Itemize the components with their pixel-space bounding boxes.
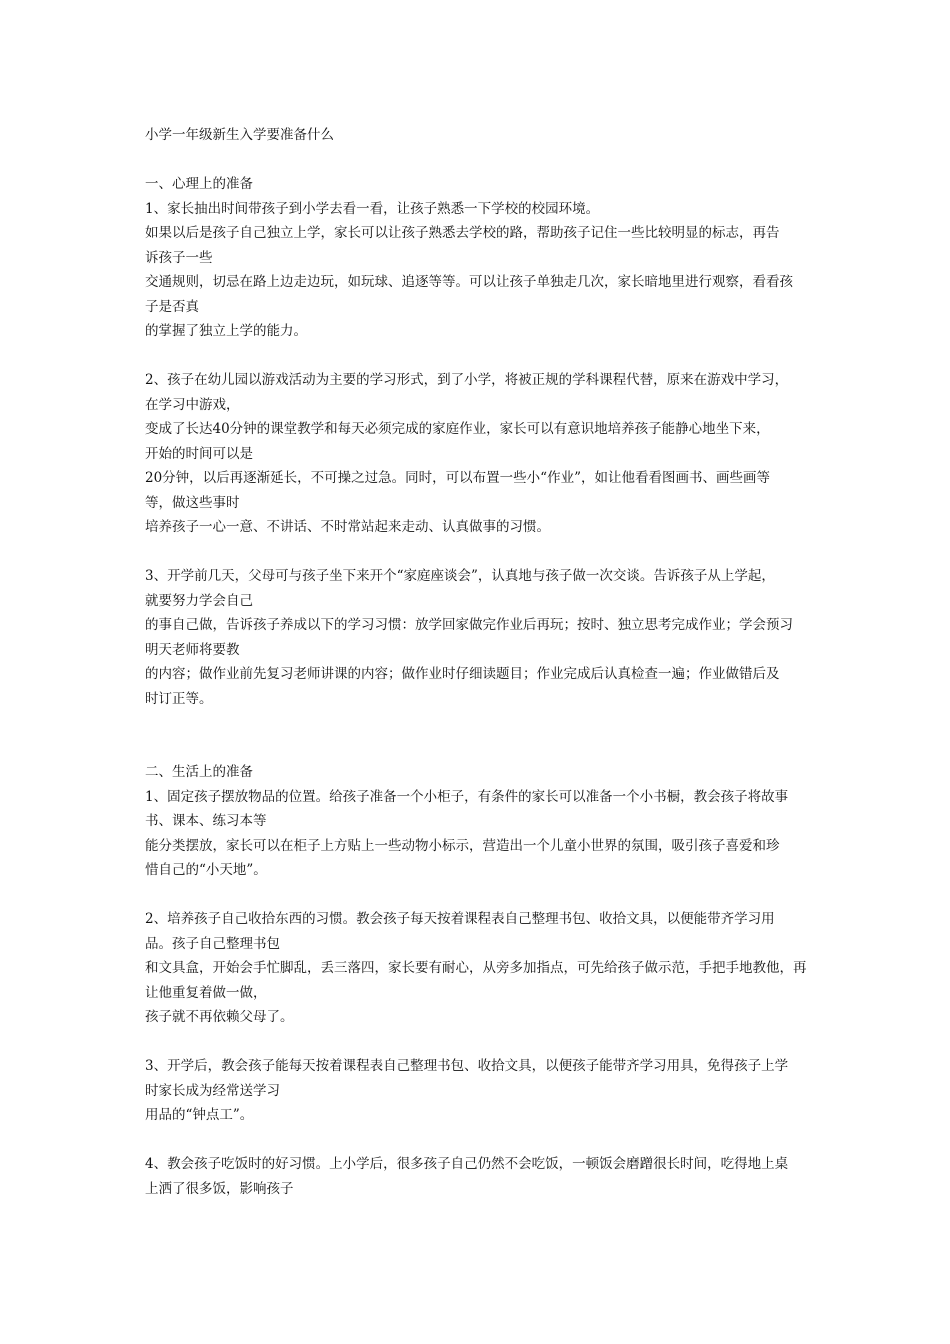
text-line: 3、开学前几天，父母可与孩子坐下来开个“家庭座谈会”，认真地与孩子做一次交谈。告诉孩子从上学起， xyxy=(145,568,775,584)
spacer xyxy=(145,711,815,760)
document-title: 小学一年级新生入学要准备什么 xyxy=(145,127,334,143)
text-line: 就要努力学会自己 xyxy=(145,592,253,609)
text-line: 在学习中游戏， xyxy=(145,396,240,413)
spacer xyxy=(145,148,815,173)
paragraph-psych-3 xyxy=(145,564,815,711)
text-line: 1、固定孩子摆放物品的位置。给孩子准备一个小柜子，有条件的家长可以准备一个小书橱，教会孩子将故事 xyxy=(145,788,789,805)
text-line: 2、孩子在幼儿园以游戏活动为主要的学习形式，到了小学，将被正规的学科课程代替，原来在游戏中学习， xyxy=(145,372,789,388)
spacer xyxy=(145,540,815,565)
paragraph-life-4 xyxy=(145,1152,815,1201)
text-line: 3、开学后，教会孩子能每天按着课程表自己整理书包、收拾文具，以便孩子能带齐学习用具，免得孩子上学 xyxy=(145,1058,789,1074)
text-line: 如果以后是孩子自己独立上学，家长可以让孩子熟悉去学校的路，帮助孩子记住一些比较明显的标志，再告 xyxy=(145,225,780,241)
text-line: 用品的“钟点工”。 xyxy=(145,1107,254,1123)
text-line: 的掌握了独立上学的能力。 xyxy=(145,323,307,339)
text-line: 培养孩子一心一意、不讲话、不时常站起来走动、认真做事的习惯。 xyxy=(145,519,550,535)
text-line: 2、培养孩子自己收拾东西的习惯。教会孩子每天按着课程表自己整理书包、收拾文具，以便能带齐学习用 xyxy=(145,911,775,927)
text-line: 书、课本、练习本等 xyxy=(145,813,267,829)
document-body xyxy=(145,123,815,1201)
text-line: 孩子就不再依赖父母了。 xyxy=(145,1009,294,1025)
spacer xyxy=(145,344,815,369)
paragraph-life-1 xyxy=(145,785,815,883)
spacer xyxy=(145,883,815,908)
spacer xyxy=(145,1030,815,1055)
text-line: 子是否真 xyxy=(145,298,199,315)
section-heading-daily-life: 二、生活上的准备 xyxy=(145,764,253,780)
text-line: 开始的时间可以是 xyxy=(145,445,253,462)
text-line: 1、家长抽出时间带孩子到小学去看一看，让孩子熟悉一下学校的校园环境。 xyxy=(145,200,600,217)
paragraph-life-3 xyxy=(145,1054,815,1128)
text-line: 诉孩子一些 xyxy=(145,249,213,266)
text-line: 时家长成为经常送学习 xyxy=(145,1082,280,1099)
text-line: 交通规则，切忌在路上边走边玩，如玩球、追逐等等。可以让孩子单独走几次，家长暗地里进行观察，看看孩 xyxy=(145,274,793,290)
text-line: 的事自己做，告诉孩子养成以下的学习习惯：放学回家做完作业后再玩；按时、独立思考完成作业；学会预习 xyxy=(145,617,793,633)
text-line: 明天老师将要教 xyxy=(145,641,240,658)
text-line: 上洒了很多饭，影响孩子 xyxy=(145,1180,294,1197)
text-line: 变成了长达40分钟的课堂教学和每天必须完成的家庭作业，家长可以有意识地培养孩子能静心地坐下来， xyxy=(145,421,770,437)
text-line: 品。孩子自己整理书包 xyxy=(145,935,280,952)
text-line: 等，做这些事时 xyxy=(145,494,240,511)
text-line: 4、教会孩子吃饭时的好习惯。上小学后，很多孩子自己仍然不会吃饭，一顿饭会磨蹭很长时间，吃得地上桌 xyxy=(145,1156,789,1172)
text-line: 让他重复着做一做， xyxy=(145,984,267,1001)
paragraph-psych-2 xyxy=(145,368,815,540)
text-line: 能分类摆放，家长可以在柜子上方贴上一些动物小标示，营造出一个儿童小世界的氛围，吸引孩子喜爱和珍 xyxy=(145,837,780,854)
spacer xyxy=(145,1128,815,1153)
section-heading-psychological: 一、心理上的准备 xyxy=(145,176,253,192)
text-line: 的内容；做作业前先复习老师讲课的内容；做作业时仔细读题目；作业完成后认真检查一遍；作业做错后及 xyxy=(145,666,780,682)
paragraph-life-2 xyxy=(145,907,815,1030)
text-line: 20分钟，以后再逐渐延长，不可操之过急。同时，可以布置一些小“作业”，如让他看看图画书、画些画等 xyxy=(145,470,770,486)
paragraph-psych-1 xyxy=(145,197,815,344)
text-line: 和文具盒，开始会手忙脚乱，丢三落四，家长要有耐心，从旁多加指点，可先给孩子做示范，手把手地教他，再 xyxy=(145,960,807,976)
text-line: 惜自己的“小天地”。 xyxy=(145,862,267,878)
text-line: 时订正等。 xyxy=(145,690,213,707)
